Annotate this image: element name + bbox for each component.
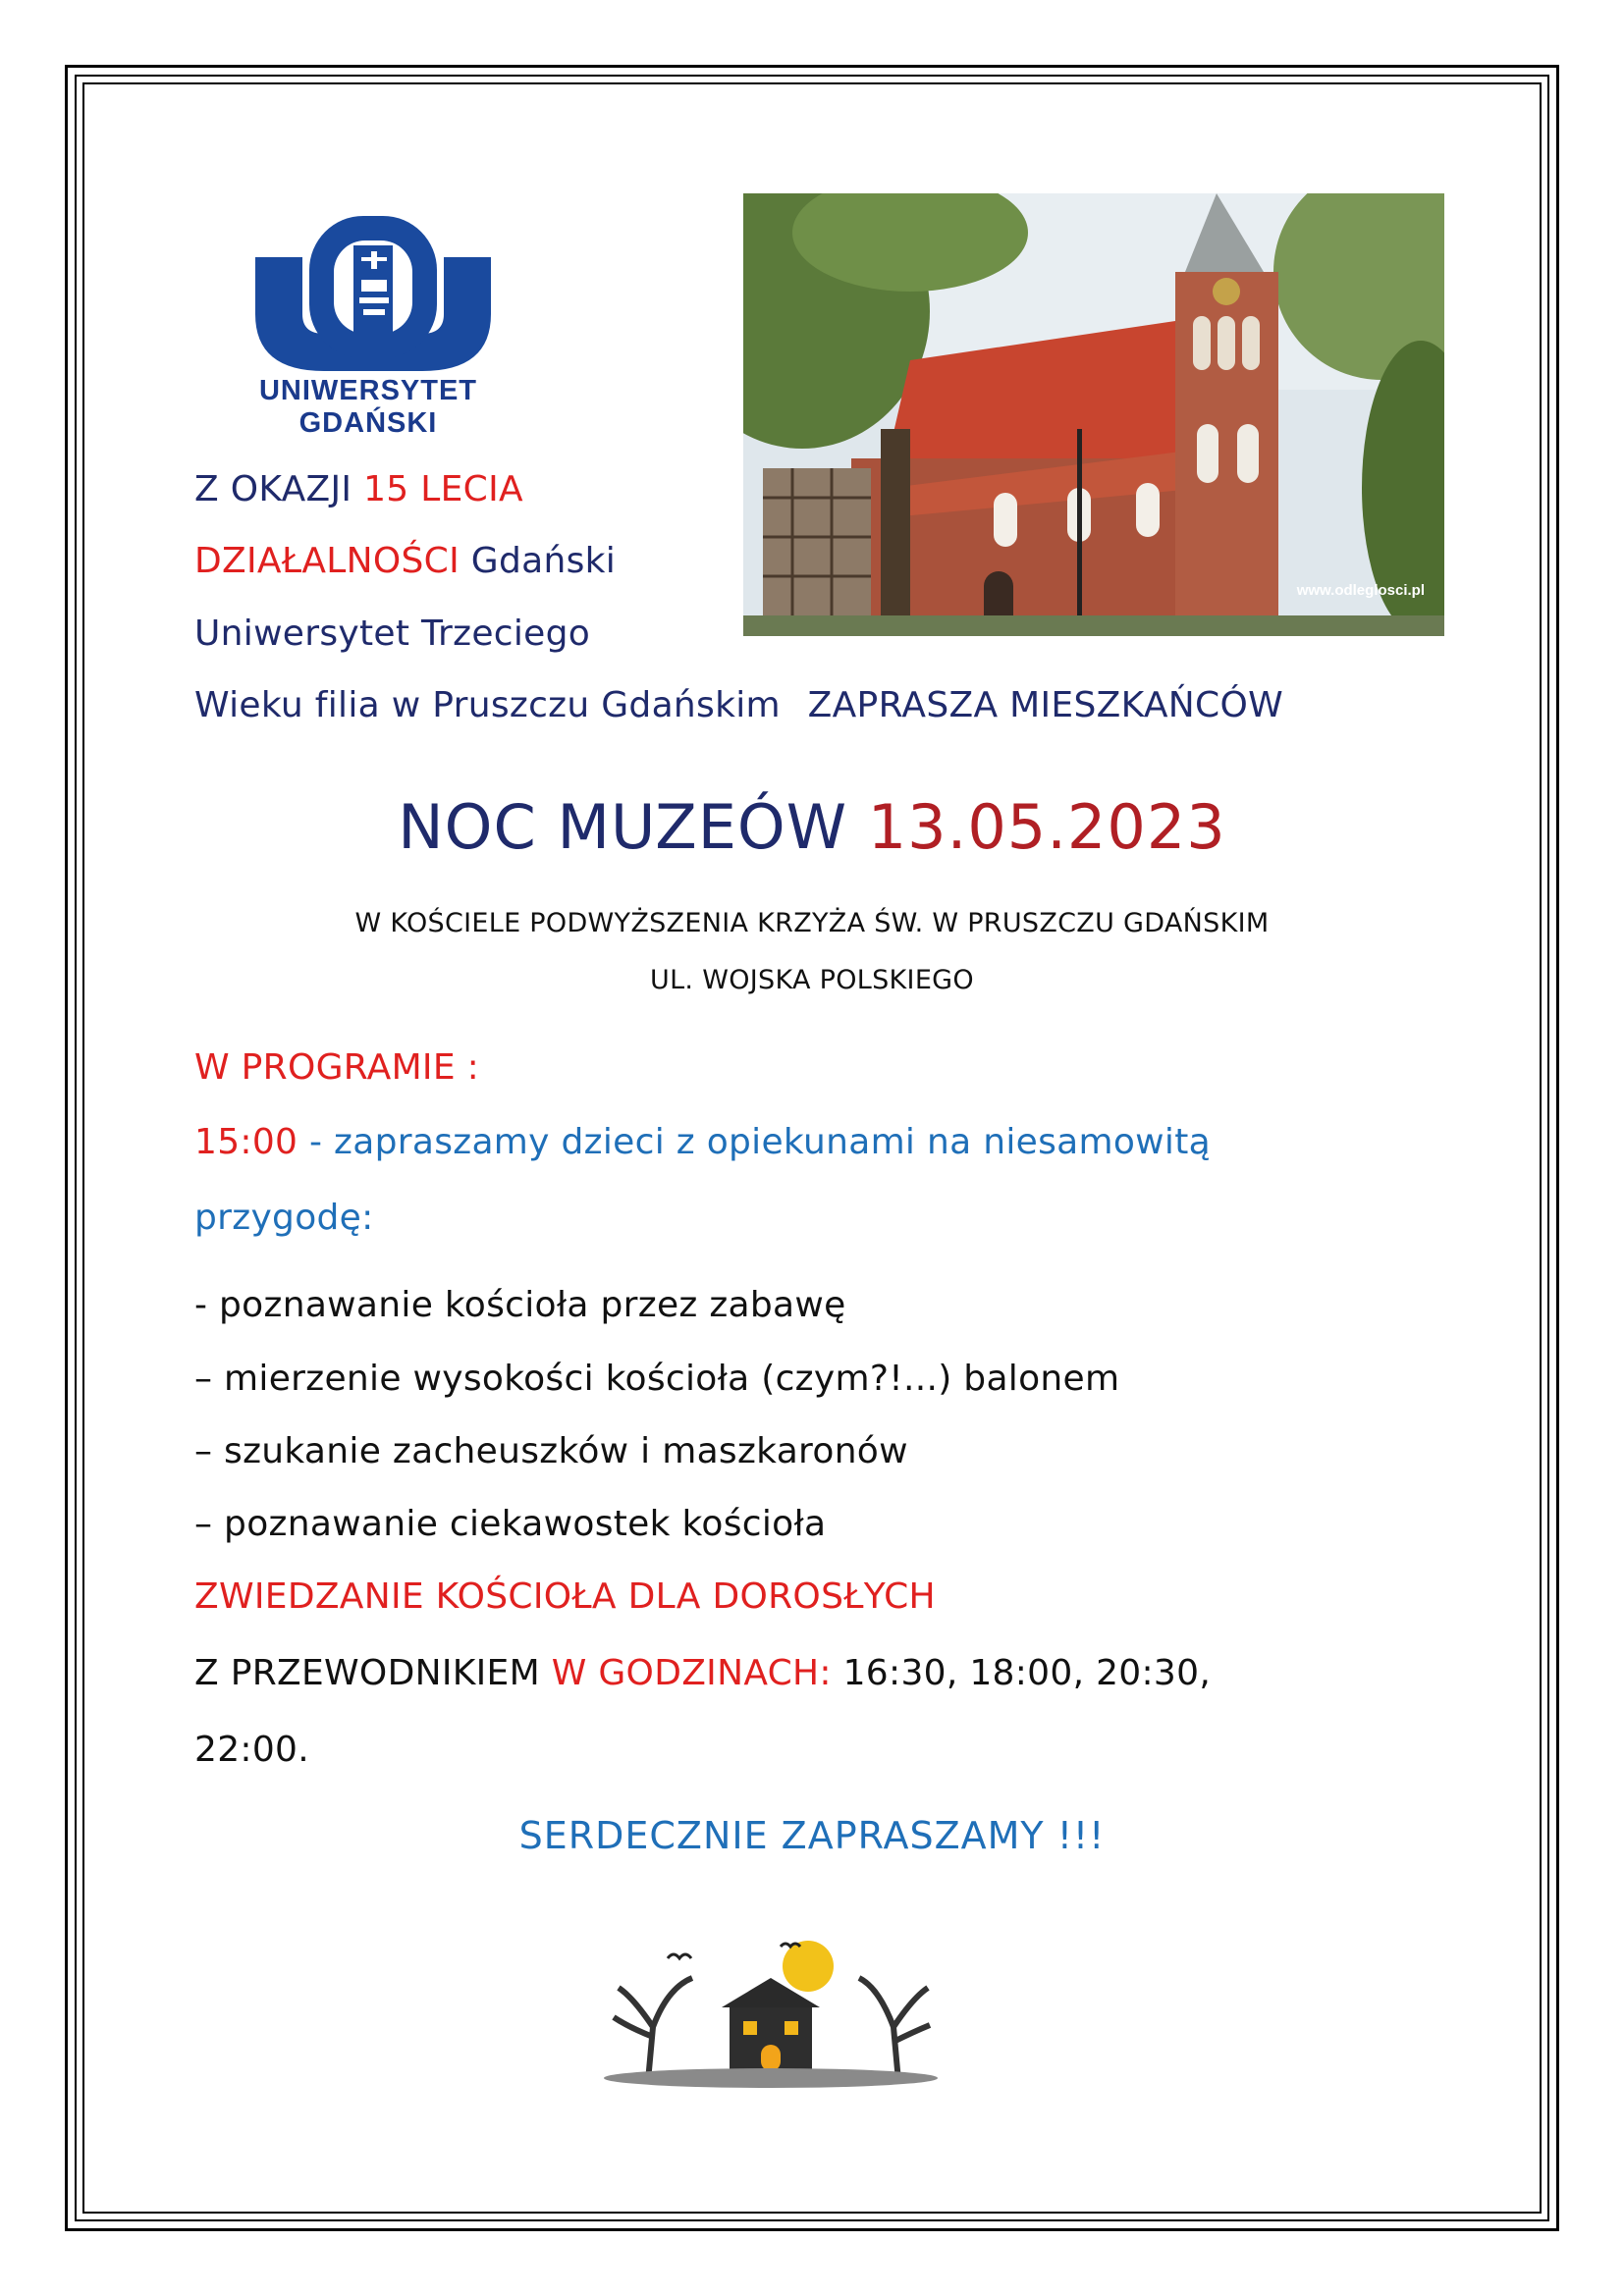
intro-line-2-a: DZIAŁALNOŚCI (194, 541, 460, 581)
program-item: – poznawanie ciekawostek kościoła (194, 1504, 827, 1544)
intro-line-1-a: Z OKAZJI (194, 469, 364, 509)
program-desc-2: przygodę: (194, 1198, 374, 1238)
closing-text: SERDECZNIE ZAPRASZAMY !!! (518, 1814, 1106, 1857)
location-line-2: UL. WOJSKA POLSKIEGO (650, 965, 974, 995)
intro-line-4-b: ZAPRASZA MIESZKAŃCÓW (807, 685, 1283, 725)
location-line-1: W KOŚCIELE PODWYŻSZENIA KRZYŻA ŚW. W PRUSZCZU GDAŃSKIM (354, 908, 1270, 938)
intro-line-2 (194, 541, 616, 581)
church-photo (743, 193, 1444, 636)
adults-line-1-c: 16:30, 18:00, 20:30, (831, 1653, 1212, 1693)
adults-line-1-a: Z PRZEWODNIKIEM (194, 1653, 552, 1693)
adults-line-1 (194, 1653, 1211, 1693)
intro-line-4-a: Wieku filia w Pruszczu Gdańskim (194, 685, 781, 725)
program-time-line (194, 1122, 1211, 1162)
program-heading: W PROGRAMIE : (194, 1047, 480, 1088)
program-item: – mierzenie wysokości kościoła (czym?!...) balonem (194, 1359, 1120, 1399)
adults-line-2: 22:00. (194, 1730, 309, 1770)
adults-line-1-b: W GODZINACH: (551, 1653, 832, 1693)
photo-watermark: www.odleglosci.pl (1296, 582, 1425, 599)
logo-text: UNIWERSYTET GDAŃSKI (258, 375, 478, 439)
intro-line-1 (194, 469, 523, 509)
intro-line-3: Uniwersytet Trzeciego (194, 614, 591, 654)
church-photo-illustration (743, 193, 1444, 636)
intro-line-2-b: Gdański (460, 541, 617, 581)
event-date: 13.05.2023 (867, 791, 1226, 863)
intro-line-4 (194, 685, 1283, 725)
haunted-house-icon (574, 1919, 967, 2091)
intro-line-1-b: 15 LECIA (363, 469, 523, 509)
program-item: - poznawanie kościoła przez zabawę (194, 1285, 846, 1325)
adults-heading: ZWIEDZANIE KOŚCIOŁA DLA DOROSŁYCH (194, 1576, 936, 1617)
program-item: – szukanie zacheuszków i maszkaronów (194, 1431, 908, 1471)
event-title (0, 791, 1624, 863)
program-time: 15:00 (194, 1122, 298, 1162)
event-name: NOC MUZEÓW (398, 791, 847, 863)
program-desc-1: - zapraszamy dzieci z opiekunami na niesamowitą (298, 1122, 1211, 1162)
